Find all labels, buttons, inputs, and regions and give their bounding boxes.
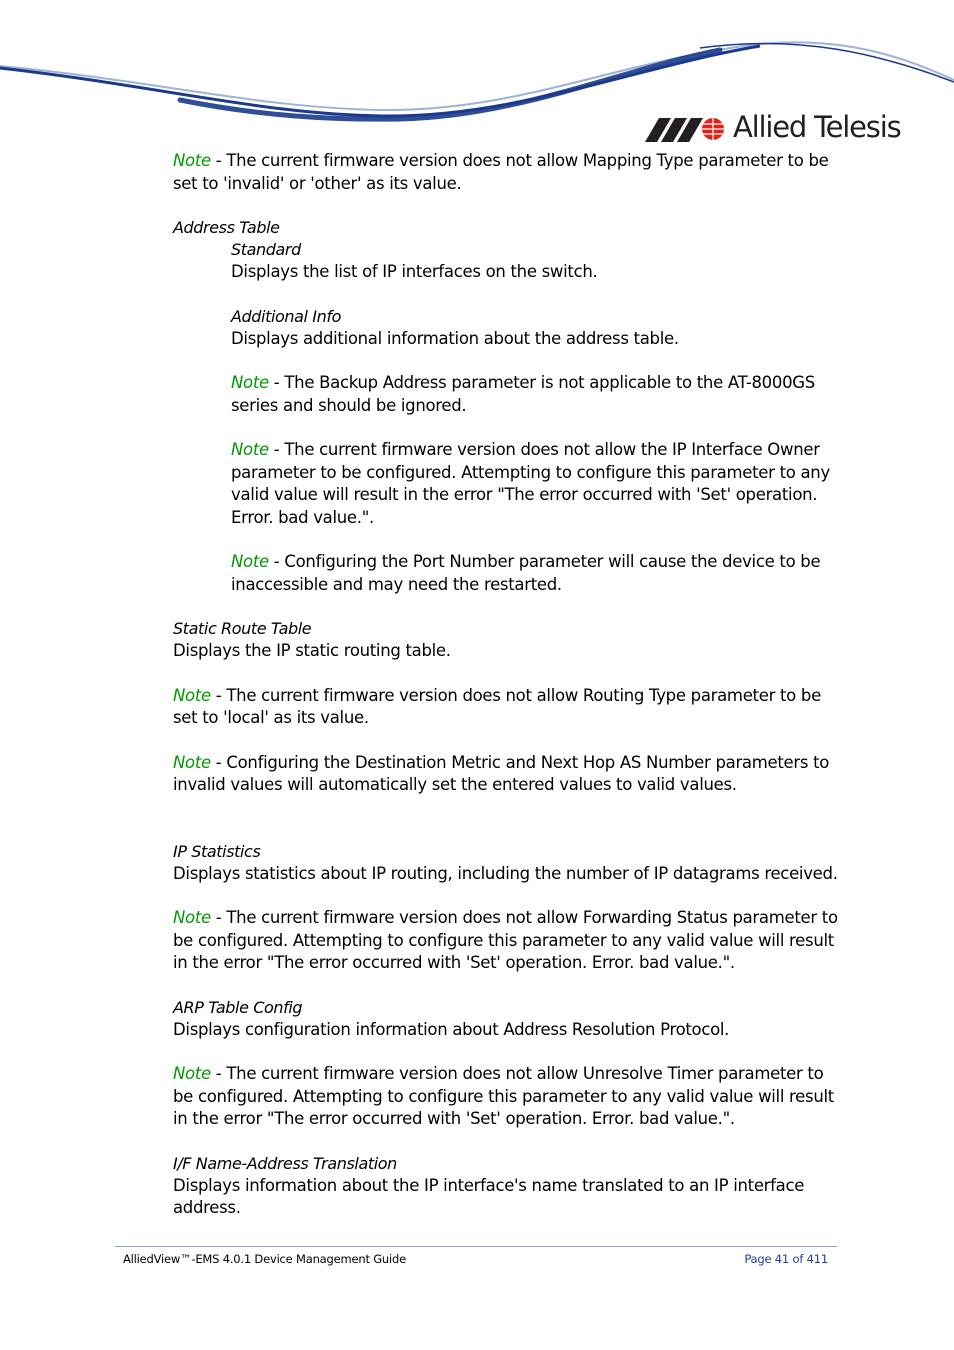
address-note-1: Note - The Backup Address parameter is not applicable to the AT-8000GS series and should be ignored. xyxy=(231,373,815,415)
footer-guide-title: AlliedView™-EMS 4.0.1 Device Management Guide xyxy=(123,1252,406,1266)
arp-table-text: Displays configuration information about Address Resolution Protocol. xyxy=(173,1019,730,1039)
standard-text: Displays the list of IP interfaces on the switch. xyxy=(231,262,598,281)
static-route-heading: Static Route Table xyxy=(173,619,312,638)
ip-statistics-note: Note - The current firmware version does not allow Forwarding Status parameter to be configured. Attempting to configure this parameter to any valid value will result in the error "The error occurred with 'Set' operation. Error. bad value.". xyxy=(173,908,838,972)
arp-table-heading: ARP Table Config xyxy=(173,997,303,1017)
address-note-2: Note - The current firmware version does not allow the IP Interface Owner parameter to be configured. Attempting to configure this parameter to any valid value will result in the error "The error occurred with 'Set' operation. Error. bad value.". xyxy=(231,440,830,527)
document-body xyxy=(173,150,843,1220)
if-name-heading: I/F Name-Address Translation xyxy=(173,1153,397,1173)
additional-info-heading: Additional Info xyxy=(231,306,341,326)
ip-statistics-heading: IP Statistics xyxy=(173,841,261,861)
brand-name: Allied Telesis xyxy=(733,110,901,144)
additional-info-text: Displays additional information about the address table. xyxy=(231,328,679,348)
address-table-heading: Address Table xyxy=(173,218,280,237)
address-note-3: Note - Configuring the Port Number parameter will cause the device to be inaccessible and may need the restarted. xyxy=(231,552,821,594)
static-route-note-1: Note - The current firmware version does not allow Routing Type parameter to be set to 'local' as its value. xyxy=(173,685,821,727)
static-route-text: Displays the IP static routing table. xyxy=(173,641,451,660)
arp-table-note: Note - The current firmware version does not allow Unresolve Timer parameter to be configured. Attempting to configure this parameter to any valid value will result in the error "The error occurred with 'Set' operation. Error. bad value.". xyxy=(173,1064,834,1128)
if-name-text: Displays information about the IP interface's name translated to an IP interface address. xyxy=(173,1175,805,1217)
footer-divider xyxy=(115,1246,837,1247)
allied-telesis-logo xyxy=(645,110,905,146)
allied-telesis-logo-mark-icon xyxy=(645,114,727,144)
static-route-note-2: Note - Configuring the Destination Metric and Next Hop AS Number parameters to invalid values will automatically set the entered values to valid values. xyxy=(173,752,830,794)
standard-heading: Standard xyxy=(231,240,301,259)
ip-statistics-text: Displays statistics about IP routing, including the number of IP datagrams received. xyxy=(173,863,838,883)
intro-note: Note - The current firmware version does not allow Mapping Type parameter to be set to 'invalid' or 'other' as its value. xyxy=(173,151,829,193)
footer-page-number: Page 41 of 411 xyxy=(744,1252,828,1266)
